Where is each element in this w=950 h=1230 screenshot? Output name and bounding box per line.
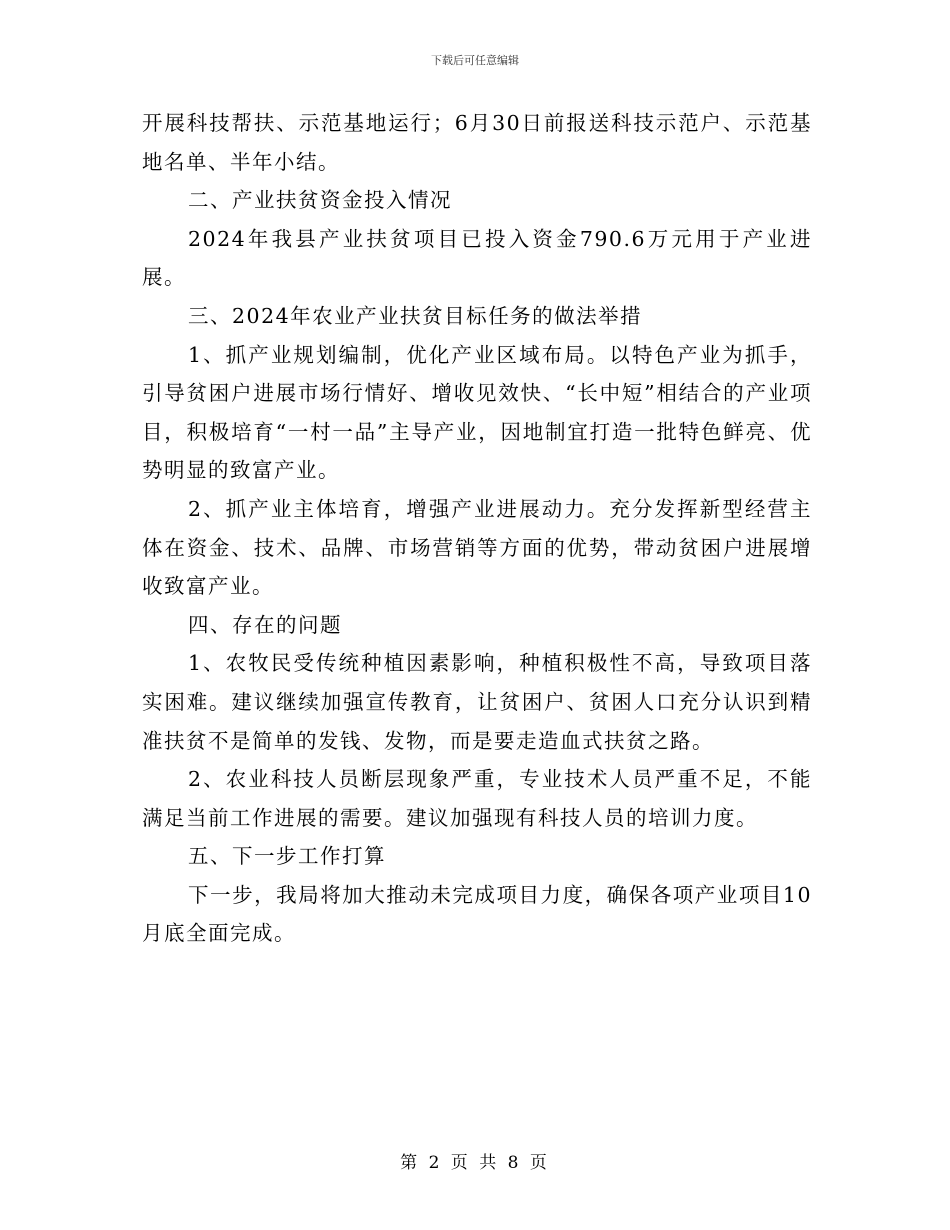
- document-body: [142, 104, 812, 953]
- paragraph-problem-2: 2、农业科技人员断层现象严重，专业技术人员严重不足，不能满足当前工作进展的需要。建议加强现有科技人员的培训力度。: [142, 767, 812, 830]
- page-header: 下载后可任意编辑: [431, 54, 519, 67]
- paragraph-problem-1: 1、农牧民受传统种植因素影响，种植积极性不高，导致项目落实困难。建议继续加强宣传教育，让贫困户、贫困人口充分认识到精准扶贫不是简单的发钱、发物，而是要走造血式扶贫之路。: [142, 651, 812, 753]
- paragraph-continued: 开展科技帮扶、示范基地运行；6月30日前报送科技示范户、示范基地名单、半年小结。: [142, 111, 812, 174]
- paragraph-next-step: 下一步，我局将加大推动未完成项目力度，确保各项产业项目10月底全面完成。: [142, 882, 812, 946]
- section-heading-5: 五、下一步工作打算: [188, 844, 386, 869]
- section-heading-4: 四、存在的问题: [188, 612, 342, 637]
- paragraph-measure-1: 1、抓产业规划编制，优化产业区域布局。以特色产业为抓手，引导贫困户进展市场行情好、增收见效快、“长中短”相结合的产业项目，积极培育“一村一品”主导产业，因地制宜打造一批特色鲜亮、优势明显的致富产业。: [142, 342, 812, 483]
- section-heading-2: 二、产业扶贫资金投入情况: [188, 188, 452, 213]
- paragraph-measure-2: 2、抓产业主体培育，增强产业进展动力。充分发挥新型经营主体在资金、技术、品牌、市场营销等方面的优势，带动贫困户进展增收致富产业。: [142, 496, 812, 599]
- page-number: 第 2 页 共 8 页: [400, 1153, 550, 1173]
- section-heading-3: 三、2024年农业产业扶贫目标任务的做法举措: [188, 303, 643, 328]
- paragraph-funding: 2024年我县产业扶贫项目已投入资金790.6万元用于产业进展。: [142, 226, 812, 290]
